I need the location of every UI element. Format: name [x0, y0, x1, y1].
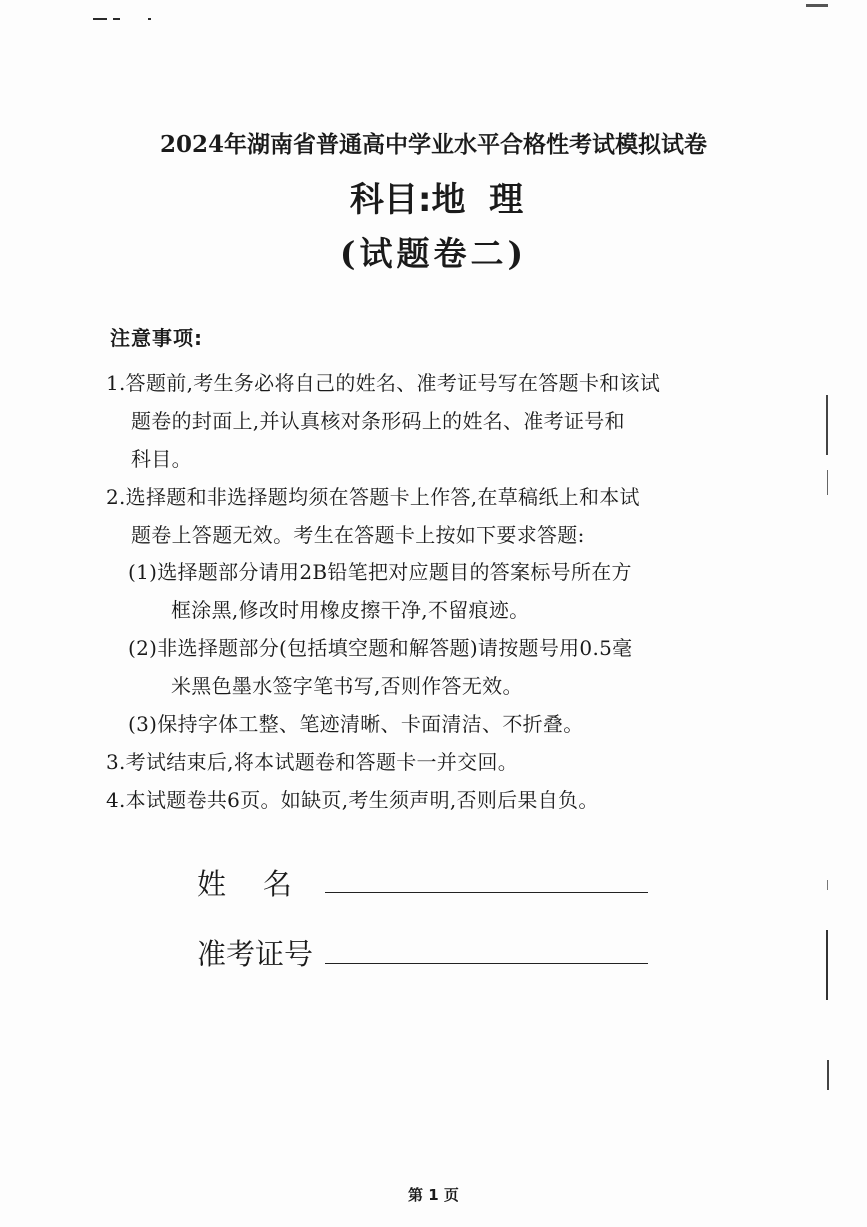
scan-artifact — [93, 18, 107, 20]
scan-edge-line — [826, 395, 828, 455]
candidate-number-label: 准考证号 — [197, 937, 314, 971]
notes-line: 题卷的封面上,并认真核对条形码上的姓名、准考证号和 — [131, 409, 625, 433]
notes-line: 框涂黑,修改时用橡皮擦干净,不留痕迹。 — [171, 598, 530, 622]
notes-line: 科目。 — [131, 447, 192, 471]
notes-heading: 注意事项: — [110, 326, 203, 350]
scan-artifact — [806, 4, 828, 7]
notes-line: 2.选择题和非选择题均须在答题卡上作答,在草稿纸上和本试 — [106, 485, 640, 509]
scan-edge-line — [827, 470, 828, 495]
notes-line: 米黑色墨水签字笔书写,否则作答无效。 — [171, 674, 523, 698]
notes-line: 1.答题前,考生务必将自己的姓名、准考证号写在答题卡和该试 — [106, 371, 661, 395]
scan-artifact — [113, 18, 120, 20]
exam-subject: 科目:地 理 — [349, 180, 524, 220]
name-field[interactable] — [325, 892, 648, 893]
notes-line: (3)保持字体工整、笔迹清晰、卡面清洁、不折叠。 — [128, 712, 584, 736]
scan-edge-line — [826, 930, 828, 1000]
exam-title: 2024年湖南省普通高中学业水平合格性考试模拟试卷 — [159, 131, 707, 158]
exam-volume: (试题卷二) — [339, 234, 528, 273]
notes-line: 题卷上答题无效。考生在答题卡上按如下要求答题: — [131, 523, 585, 547]
notes-line: 4.本试题卷共6页。如缺页,考生须声明,否则后果自负。 — [106, 788, 599, 812]
notes-line: 3.考试结束后,将本试题卷和答题卡一并交回。 — [106, 750, 519, 774]
scan-edge-line — [827, 880, 828, 890]
scan-artifact — [148, 18, 151, 20]
scan-edge-line — [827, 1060, 829, 1090]
name-label: 姓 名 — [197, 867, 292, 901]
candidate-number-field[interactable] — [325, 963, 648, 964]
page-number: 第 1 页 — [408, 1186, 459, 1204]
notes-line: (2)非选择题部分(包括填空题和解答题)请按题号用0.5毫 — [128, 636, 633, 660]
notes-line: (1)选择题部分请用2B铅笔把对应题目的答案标号所在方 — [128, 560, 632, 584]
